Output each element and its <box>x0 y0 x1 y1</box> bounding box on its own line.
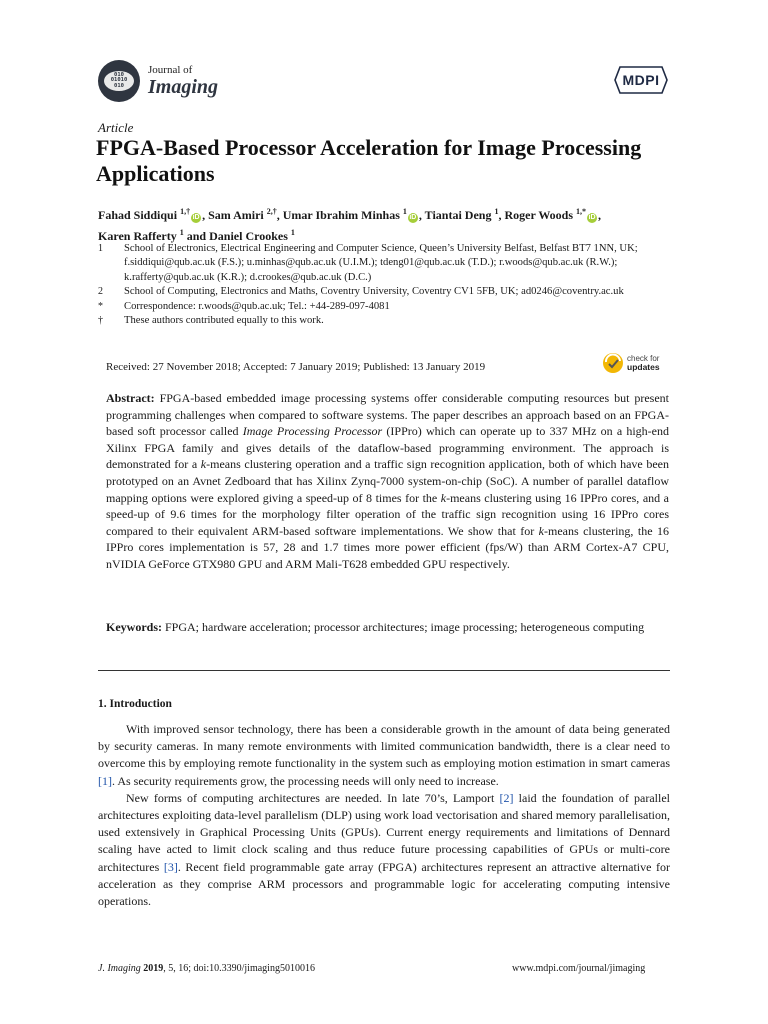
author-name: Karen Rafferty <box>98 229 177 243</box>
badge-line-3: 010 <box>114 82 124 89</box>
abstract <box>106 390 669 573</box>
affiliation-text: School of Electronics, Electrical Engineering and Computer Science, Queen’s University Belfast, Belfast BT7 1NN, UK; f.siddiqui@qub.ac.uk (F.S.); u.minhas@qub.ac.uk (U.I.M.); tdeng01@qub.ac.uk (T.D.); r.woods@qub.ac.uk (R.W.); k.rafferty@qub.ac.uk (K.R.); d.crookes@qub.ac.uk (D.C.) <box>124 243 638 283</box>
author-affiliation-mark: 1 <box>494 207 499 216</box>
orcid-icon[interactable]: iD <box>588 214 596 221</box>
keywords <box>106 619 669 636</box>
journal-badge-icon <box>98 60 140 102</box>
footer-citation <box>98 963 315 974</box>
section-divider <box>98 670 670 671</box>
abstract-emphasis: k <box>200 457 207 472</box>
journal-of-label: Journal of <box>148 64 193 76</box>
author-affiliation-mark: 2,† <box>266 207 277 216</box>
affiliation-mark: 2 <box>98 286 103 298</box>
affiliation-mark: † <box>98 315 103 327</box>
check-updates-icon <box>602 352 624 374</box>
footer-journal-abbrev: J. Imaging <box>98 963 141 974</box>
body-paragraph <box>98 790 670 910</box>
citation-link[interactable]: [2] <box>499 790 514 805</box>
badge-line-1: 010 <box>114 71 124 78</box>
author-list: Fahad Siddiqui $^{1,\dagger}$iD , Sam Amiri $^{2,\dagger}$, Umar Ibrahim Minhas $^1$iD , Tiantai Deng $^1$, Roger Woods $^{1,*}$iD , Karen Rafferty $^1$ and Daniel Crookes $^1$ <box>98 207 602 243</box>
affiliation-list <box>98 242 678 328</box>
badge-line-2: 01010 <box>110 77 128 84</box>
abstract-text: (IPPro) which can operate up to 337 MHz on a high-end Xilinx FPGA family and gives details of the dataflow-based programming environment. The approach is demonstrated for a <box>106 424 669 472</box>
introduction-body <box>98 721 670 910</box>
body-text-run: With improved sensor technology, there has been a considerable growth in the amount of data being generated by security cameras. In many remote environments with limited communication bandwidth, there is a clear need to overcome this by employing remote functionality in the system such as employing motion estimation in smart cameras <box>98 722 670 771</box>
publisher-name: MDPI <box>622 72 660 88</box>
author-affiliation-mark: 1,† <box>180 207 191 216</box>
check-for-updates-badge[interactable] <box>602 352 660 374</box>
abstract-text: -means clustering using 16 IPPro cores, and a speed-up of 9.6 times for the morphology filter operation of the traffic sign recognition using 16 IPPro cores compared to their equivalent ARM-based software implementations. We show that for <box>106 490 669 538</box>
abstract-emphasis: k <box>440 490 447 505</box>
body-text-run: laid the foundation of parallel architectures exploiting data-level parallelism (DLP) using work load vectorisation and shared memory parallelisation, used extensively in Graphical Processing Units (GPUs). Current energy requirements and limitations of Dennard scaling have acted to limit clock scaling and thus reduce future processing capabilities of GPUs or multi-core architectures <box>98 790 671 874</box>
body-text-run: New forms of computing architectures are needed. In late 70’s, Lamport <box>126 790 500 805</box>
paper-title: FPGA-Based Processor Acceleration for Image Processing Applications <box>96 135 642 186</box>
affiliation-item <box>98 285 678 299</box>
footer-year: 2019 <box>143 963 164 974</box>
author-affiliation-mark: 1 <box>290 228 295 237</box>
author-affiliation-mark: 1 <box>179 228 184 237</box>
check-updates-line1: check for <box>627 354 660 363</box>
mdpi-logo[interactable] <box>614 66 668 94</box>
affiliation-text: School of Computing, Electronics and Maths, Coventry University, Coventry CV1 5FB, UK; ad0246@coventry.ac.uk <box>124 286 624 298</box>
author-name: Fahad Siddiqui <box>98 208 178 222</box>
section-heading: 1. Introduction <box>98 698 172 710</box>
keywords-label: Keywords: <box>106 620 162 634</box>
journal-logo[interactable] <box>98 60 218 102</box>
publication-dates: Received: 27 November 2018; Accepted: 7 January 2019; Published: 13 January 2019 <box>106 361 486 373</box>
author-name: Roger Woods <box>504 208 574 222</box>
article-type: Article <box>98 120 134 135</box>
citation-link[interactable]: [3] <box>163 859 178 874</box>
abstract-emphasis: k <box>538 523 544 538</box>
author-name: Sam Amiri <box>208 208 264 222</box>
journal-name: Imaging <box>148 76 219 98</box>
equal-contribution-note: These authors contributed equally to this work. <box>124 315 324 327</box>
affiliation-item <box>98 242 678 285</box>
keywords-text: FPGA; hardware acceleration; processor architectures; image processing; heterogeneous computing <box>162 620 645 634</box>
body-text-run: . Recent field programmable gate array (FPGA) architectures represent an attractive alternative for acceleration as they comprise ARM processors and programmable logic for accelerating computing intensive operations. <box>98 859 670 909</box>
abstract-text: -means clustering operation and a traffic sign recognition application, both of which have been prototyped on an Avnet Zedboard that has Xilinx Zynq-7000 system-on-chip (SoC). A number of parallel dataflow mapping options were explored giving a speed-up of 8 times for the <box>106 457 669 505</box>
footer-doi: , 5, 16; doi:10.3390/jimaging5010016 <box>163 963 315 974</box>
orcid-icon[interactable]: iD <box>192 214 200 221</box>
citation-link[interactable]: [1] <box>98 773 112 788</box>
author-connector: and <box>186 229 207 243</box>
abstract-text: -means clustering, the 16 IPPro cores implementation is 57, 28 and 1.7 times more power efficient (fps/W) than ARM Cortex-A7 CPU, nVIDIA GeForce GTX980 GPU and ARM Mali-T628 embedded GPU respectively. <box>106 523 669 571</box>
affiliation-mark: * <box>98 300 103 312</box>
author-name: Tiantai Deng <box>424 208 492 222</box>
affiliation-item <box>98 300 678 314</box>
correspondence-text: Correspondence: r.woods@qub.ac.uk; Tel.: +44-289-097-4081 <box>124 300 390 312</box>
check-updates-line2: updates <box>627 362 660 372</box>
footer-url[interactable]: www.mdpi.com/journal/jimaging <box>512 963 646 974</box>
orcid-icon[interactable]: iD <box>409 214 417 221</box>
affiliation-item <box>98 314 678 328</box>
author-name: Umar Ibrahim Minhas <box>282 208 400 222</box>
abstract-label: Abstract: <box>106 391 155 405</box>
abstract-emphasis: Image Processing Processor <box>242 424 383 439</box>
author-affiliation-mark: 1,* <box>576 207 587 216</box>
body-text-run: . As security requirements grow, the processing needs will only need to increase. <box>112 773 499 788</box>
body-paragraph <box>98 721 670 790</box>
abstract-text: FPGA-based embedded image processing systems offer considerable computing resources but present programming challenges when compared to software systems. The paper describes an approach based on an FPGA-based soft processor called <box>106 391 669 439</box>
author-affiliation-mark: 1 <box>402 207 407 216</box>
affiliation-mark: 1 <box>98 243 103 254</box>
author-name: Daniel Crookes <box>209 229 288 243</box>
